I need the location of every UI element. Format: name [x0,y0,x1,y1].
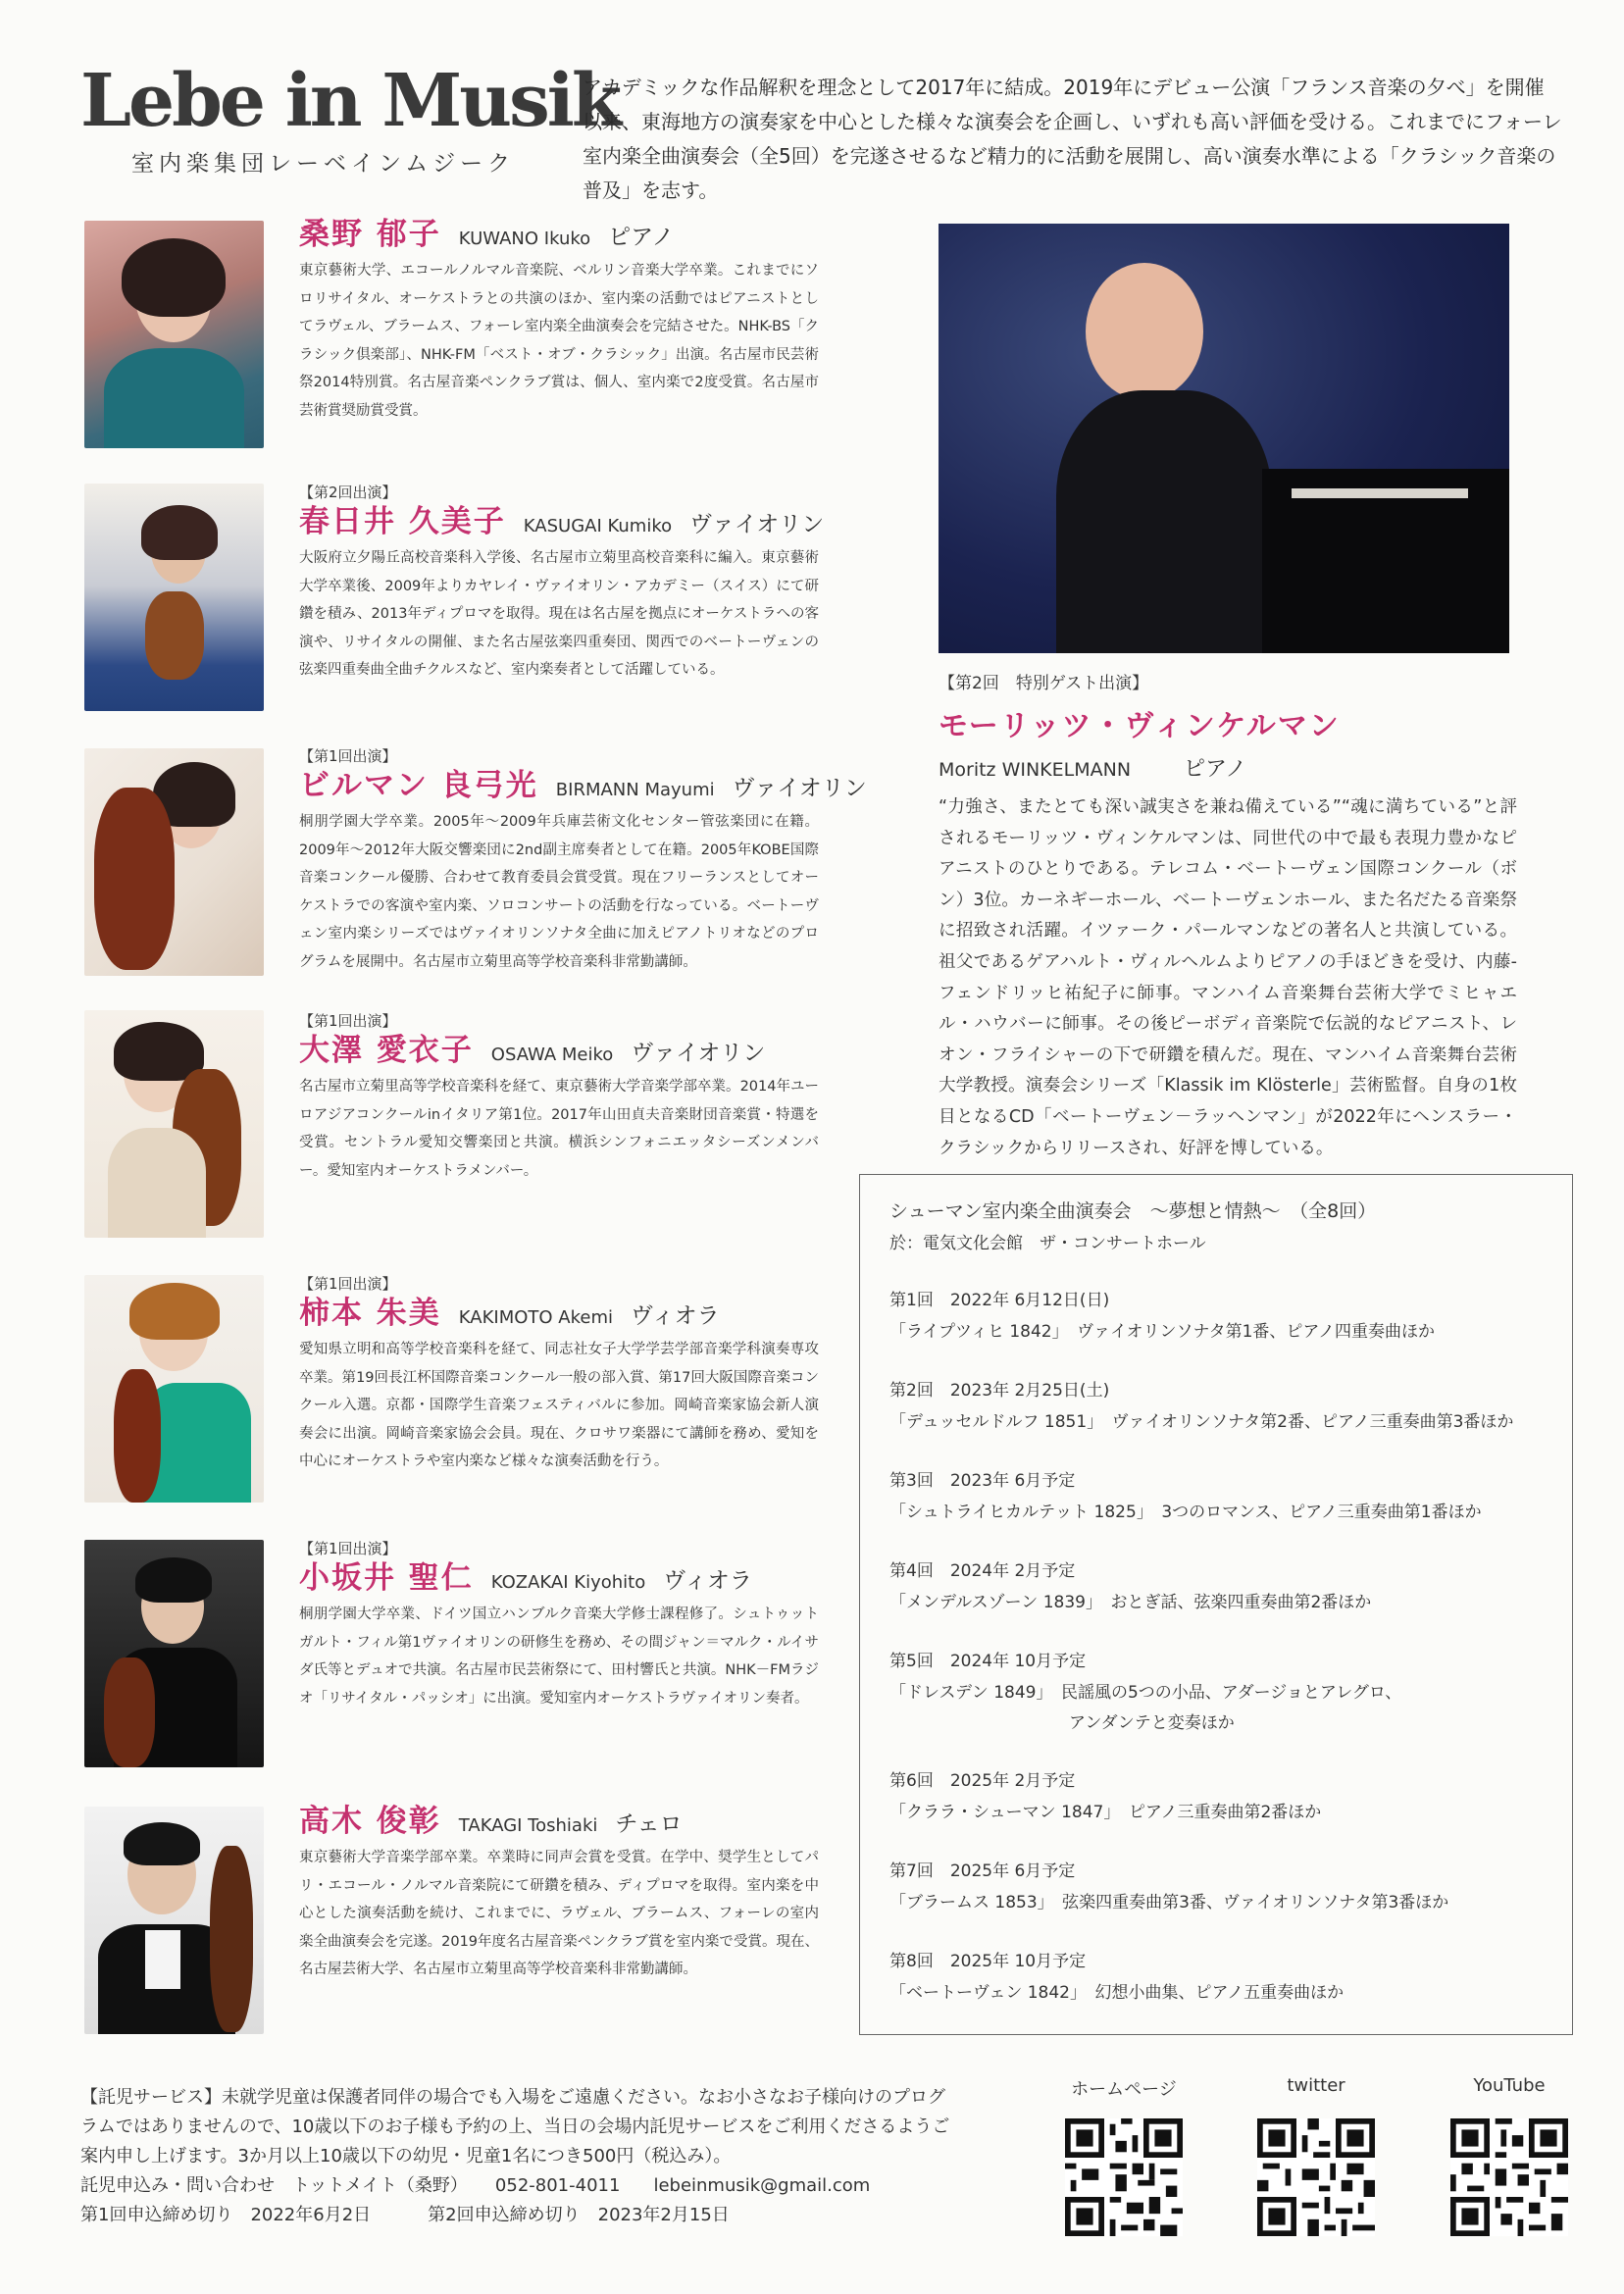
concert-date: 第8回 2025年 10月予定 [889,1952,1087,1971]
guest-photo [939,224,1509,653]
twitter-qr-icon[interactable] [1257,2118,1375,2236]
contact-phone[interactable]: 052-801-4011 [494,2175,621,2196]
member-appearance-tag: 【第2回出演】 [299,484,397,501]
member-kozakai [299,1538,819,1712]
guest-name-en: Moritz WINKELMANN [939,759,1132,781]
member-photo-birmann [84,748,264,976]
member-instrument: ヴィオラ [631,1303,720,1329]
logo [80,59,620,178]
logo-subtitle: 室内楽集団レーベインムジーク [131,151,516,177]
concert-program: 「クララ・シューマン 1847」 ピアノ三重奏曲第2番ほか [889,1803,1322,1822]
member-photo-kozakai [84,1540,264,1767]
concert-item [889,1465,1556,1555]
member-bio: 桐朋学園大学卒業。2005年～2009年兵庫芸術文化センター管弦楽団に在籍。2009年～2012年大阪交響楽団に2nd副主席奏者として在籍。2005年KOBE国際音楽コンクール優勝、合わせて教育委員会賞受賞。現在フリーランスとしてオーケストラでの客演や室内楽、ソロコンサートの活動を行なっている。ベートーヴェン室内楽シリーズではヴァイオリンソナタ全曲に加えピアノトリオなどのプログラムを展開中。名古屋市立菊里高等学校音楽科非常勤講師。 [299,814,819,970]
member-name: 大澤 愛衣子 [299,1033,474,1068]
member-appearance-tag: 【第1回出演】 [299,1012,397,1030]
concert-item [889,1765,1556,1856]
concert-item [889,1285,1556,1375]
member-name-en: KOZAKAI Kiyohito [490,1572,646,1593]
concert-date: 第5回 2024年 10月予定 [889,1652,1087,1671]
member-name-en: KUWANO Ikuko [458,229,591,249]
member-photo-kakimoto [84,1275,264,1503]
contact-label: 託児申込み・問い合わせ トットメイト（桑野） [80,2175,468,2196]
member-instrument: ヴァイオリン [732,776,867,801]
member-bio: 東京藝術大学、エコールノルマル音楽院、ベルリン音楽大学卒業。これまでにソロリサイタル、オーケストラとの共演のほか、室内楽の活動ではピアニストとしてラヴェル、ブラームス、フォーレ室内楽全曲演奏会を完結させた。NHK-BS「クラシック倶楽部」、NHK-FM「ベスト・オブ・クラシック」出演。名古屋市民芸術祭2014特別賞。名古屋音楽ペンクラブ賞は、個人、室内楽で2度受賞。名古屋市芸術賞奨励賞受賞。 [299,263,819,419]
member-appearance-tag: 【第1回出演】 [299,747,397,765]
youtube-qr-icon[interactable] [1450,2118,1568,2236]
member-name: 桑野 郁子 [299,217,441,252]
childcare-notice [80,2083,992,2230]
member-name: ビルマン 良弓光 [299,768,538,803]
member-photo-kuwano [84,221,264,448]
member-instrument: ヴァイオリン [631,1041,766,1066]
childcare-text-2: ラムではありませんので、10歳以下のお子様も予約の上、当日の会場内託児サービスをご利用くださるようご [80,2116,950,2137]
member-name-en: OSAWA Meiko [490,1045,614,1065]
childcare-text-1: 【託児サービス】未就学児童は保護者同伴の場合でも入場をご遠慮ください。なお小さなお子様向けのプログ [80,2087,945,2108]
concert-program: 「ベートーヴェン 1842」 幻想小曲集、ピアノ五重奏曲ほか [889,1983,1345,2003]
member-bio: 東京藝術大学音楽学部卒業。卒業時に同声会賞を受賞。在学中、奨学生としてパリ・エコール・ノルマル音楽院にて研鑽を積み、ディプロマを取得。室内楽を中心とした演奏活動を続け、これまでに、ラヴェル、ブラームス、フォーレの室内楽全曲演奏会を完遂。2019年度名古屋音楽ペンクラブ賞を室内楽で受賞。現在、名古屋芸術大学、名古屋市立菊里高等学校音楽科非常勤講師。 [299,1850,819,1978]
contact-row [80,2171,992,2201]
member-takagi [299,1805,819,1984]
concert-program: 「シュトライヒカルテット 1825」 3つのロマンス、ピアノ三重奏曲第1番ほか [889,1503,1482,1522]
member-instrument: ヴァイオリン [689,512,825,537]
homepage-link[interactable] [1060,2075,1188,2240]
childcare-text-3: 案内申し上げます。3か月以上10歳以下の幼児・児童1名につき500円（税込み）。 [80,2146,732,2167]
contact-email[interactable]: lebeinmusik@gmail.com [653,2175,871,2196]
concert-series-title: シューマン室内楽全曲演奏会 ～夢想と情熱～ （全8回） [889,1200,1377,1222]
concert-program: 「ドレスデン 1849」 民謡風の5つの小品、アダージョとアレグロ、 [889,1683,1402,1703]
guest-name: モーリッツ・ヴィンケルマン [939,709,1341,743]
group-intro: アカデミックな作品解釈を理念として2017年に結成。2019年にデビュー公演「フランス音楽の夕べ」を開催以来、東海地方の演奏家を中心とした様々な演奏会を企画し、いずれも高い評価を受ける。これまでにフォーレ室内楽全曲演奏会（全5回）を完遂させるなど精力的に活動を展開し、高い演奏水準による「クラシック音楽の普及」を志す。 [583,76,1562,202]
guest-instrument: ピアノ [1184,757,1247,782]
member-photo-kasugai [84,484,264,711]
concert-date: 第4回 2024年 2月予定 [889,1561,1076,1581]
concert-program: 「メンデルスゾーン 1839」 おとぎ話、弦楽四重奏曲第2番ほか [889,1593,1372,1612]
member-instrument: チェロ [615,1811,683,1837]
member-name: 春日井 久美子 [299,504,506,539]
concert-venue: 於：電気文化会館 ザ・コンサートホール [889,1234,1206,1253]
deadline-2: 第2回申込締め切り 2023年2月15日 [428,2205,730,2225]
concert-date: 第3回 2023年 6月予定 [889,1471,1076,1491]
concert-date: 第6回 2025年 2月予定 [889,1771,1076,1791]
member-bio: 愛知県立明和高等学校音楽科を経て、同志社女子大学学芸学部音楽学科演奏専攻卒業。第19回長江杯国際音楽コンクール一般の部入賞、第17回大阪国際音楽コンクール入選。京都・国際学生音楽フェスティバルに参加。岡崎音楽家協会新人演奏会に出演。岡崎音楽家協会会員。現在、クロサワ楽器にて講師を務め、愛知を中心にオーケストラや室内楽など様々な演奏活動を行う。 [299,1342,819,1470]
member-name: 高木 俊彰 [299,1804,441,1839]
concert-item [889,1946,1556,2036]
concert-list [889,1285,1556,2036]
concert-program: 「デュッセルドルフ 1851」 ヴァイオリンソナタ第2番、ピアノ三重奏曲第3番ほか [889,1412,1514,1432]
member-instrument: ヴィオラ [663,1568,752,1594]
concert-schedule [859,1174,1573,2035]
guest-bio: “力強さ、またとても深い誠実さを兼ね備えている”“魂に満ちている”と評されるモーリッツ・ヴィンケルマンは、同世代の中で最も表現力豊かなピアニストのひとりである。テレコム・ベートーヴェン国際コンクール（ボン）3位。カーネギーホール、ベートーヴェンホール、また名だたる音楽祭に招致され活躍。イツァーク・パールマンなどの著名人と共演している。祖父であるゲアハルト・ヴィルヘルムよりピアノの手ほどきを受け、内藤-フェンドリッヒ祐紀子に師事。マンハイム音楽舞台芸術大学でミヒャエル・ハウバーに師事。その後ピーボディ音楽院で伝説的なピアニスト、レオン・フライシャーの下で研鑽を積んだ。現在、マンハイム音楽舞台芸術大学教授。演奏会シリーズ「Klassik im Klösterle」芸術監督。自身の1枚目となるCD「ベートーヴェン－ラッヘンマン」が2022年にヘンスラー・クラシックからリリースされ、好評を博している。 [939,797,1517,1158]
member-bio: 大阪府立夕陽丘高校音楽科入学後、名古屋市立菊里高校音楽科に編入。東京藝術大学卒業後、2009年よりカヤレイ・ヴァイオリン・アカデミー（スイス）にて研鑽を積み、2013年ディプロマを取得。現在は名古屋を拠点にオーケストラへの客演や、リサイタルの開催、また名古屋弦楽四重奏団、関西でのベートーヴェンの弦楽四重奏曲全曲チクルスなど、室内楽奏者として活躍している。 [299,550,819,679]
member-photo-takagi [84,1807,264,2034]
concert-program-continued: アンダンテと変奏ほか [1069,1713,1235,1733]
member-name-en: KASUGAI Kumiko [523,516,673,536]
member-kakimoto [299,1273,819,1476]
member-name: 柿本 朱美 [299,1296,441,1331]
concert-program: 「ライプツィヒ 1842」 ヴァイオリンソナタ第1番、ピアノ四重奏曲ほか [889,1322,1436,1342]
member-bio: 桐朋学園大学卒業、ドイツ国立ハンブルク音楽大学修士課程修了。シュトゥットガルト・フィル第1ヴァイオリンの研修生を務め、その間ジャン＝マルク・ルイサダ氏等とデュオで共演。名古屋市民芸術祭にて、田村響氏と共演。NHK－FMラジオ「リサイタル・パッシオ」に出演。愛知室内オーケストラヴァイオリン奏者。 [299,1606,819,1707]
member-osawa [299,1010,819,1185]
concert-date: 第7回 2025年 6月予定 [889,1861,1076,1881]
concert-item [889,1375,1556,1465]
guest-appearance-tag: 【第2回 特別ゲスト出演】 [939,674,1149,693]
member-photo-osawa [84,1010,264,1238]
member-name-en: KAKIMOTO Akemi [458,1307,613,1328]
deadline-row [80,2201,992,2230]
guest-profile [939,669,1517,1164]
member-appearance-tag: 【第1回出演】 [299,1275,397,1293]
twitter-label: twitter [1287,2075,1345,2096]
homepage-qr-icon[interactable] [1065,2118,1183,2236]
member-kasugai [299,482,825,685]
youtube-link[interactable] [1446,2075,1573,2240]
member-instrument: ピアノ [608,225,675,250]
concert-program: 「ブラームス 1853」 弦楽四重奏曲第3番、ヴァイオリンソナタ第3番ほか [889,1893,1449,1912]
member-bio: 名古屋市立菊里高等学校音楽科を経て、東京藝術大学音楽学部卒業。2014年ユーロアジアコンクールinイタリア第1位。2017年山田貞夫音楽財団音楽賞・特選を受賞。セントラル愛知交響楽団と共演。横浜シンフォニエッタシーズンメンバー。愛知室内オーケストラメンバー。 [299,1079,819,1179]
member-name-en: TAKAGI Toshiaki [458,1815,598,1836]
homepage-label: ホームページ [1071,2079,1177,2100]
member-appearance-tag: 【第1回出演】 [299,1540,397,1557]
deadline-1: 第1回申込締め切り 2022年6月2日 [80,2205,372,2225]
member-name: 小坂井 聖仁 [299,1560,474,1596]
concert-item [889,1856,1556,1946]
member-birmann [299,745,867,977]
concert-item [889,1646,1556,1765]
member-kuwano [299,218,819,426]
logo-title: Lebe in Musik [80,59,620,143]
twitter-link[interactable] [1252,2075,1380,2240]
member-name-en: BIRMANN Mayumi [555,780,715,800]
concert-item [889,1555,1556,1646]
concert-date: 第2回 2023年 2月25日(土) [889,1381,1110,1401]
youtube-label: YouTube [1473,2075,1546,2096]
concert-date: 第1回 2022年 6月12日(日) [889,1291,1110,1310]
